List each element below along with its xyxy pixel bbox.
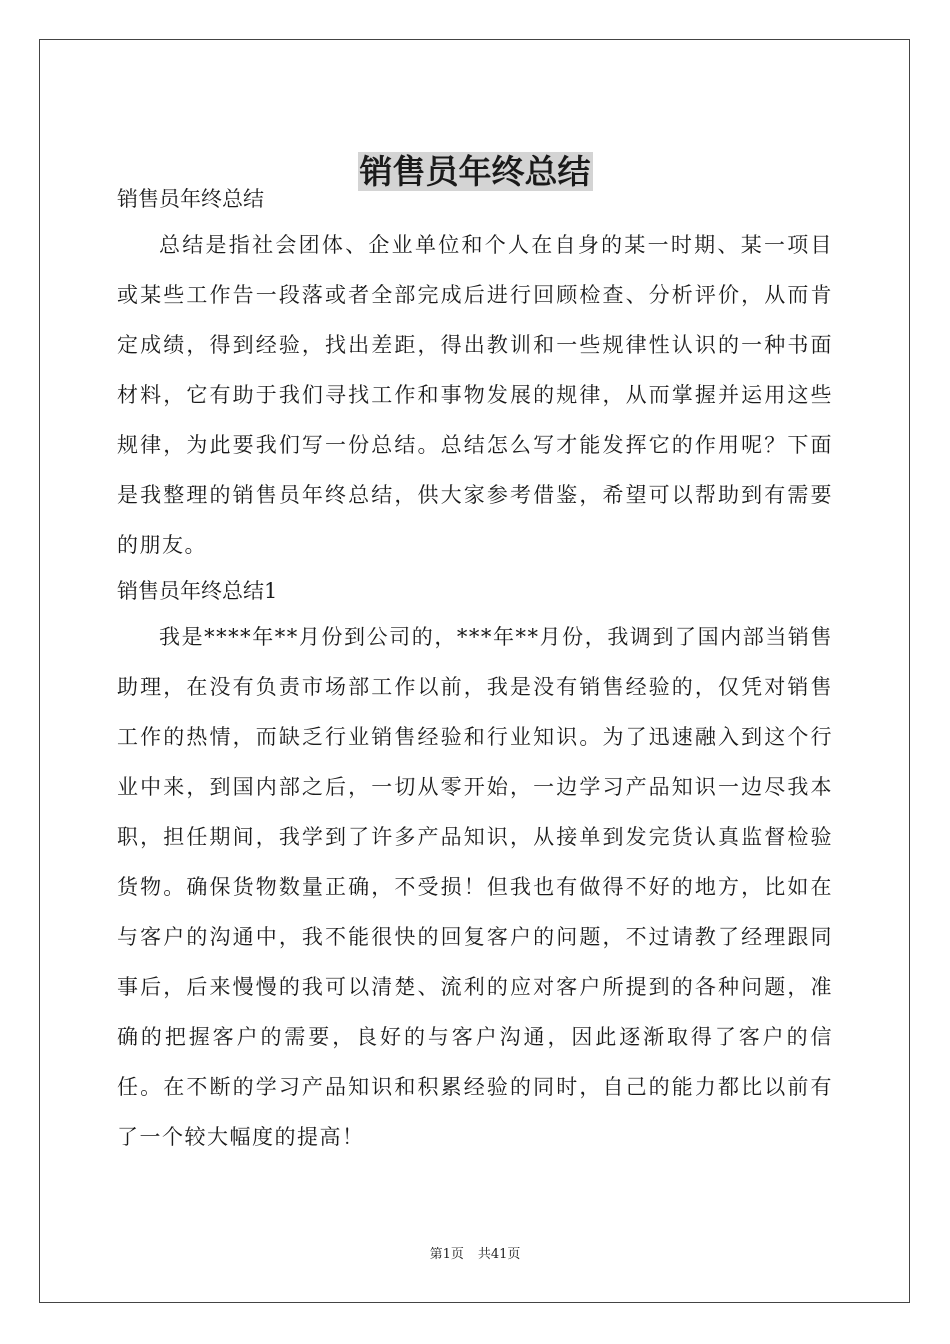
document-title-text: 销售员年终总结: [359, 152, 591, 192]
section-heading-intro: 销售员年终总结: [117, 187, 264, 211]
page-footer: [0, 1246, 950, 1264]
page-number-current: 第1页: [429, 1247, 464, 1262]
document-body: [117, 178, 833, 1162]
section-heading-1: 销售员年终总结1: [117, 579, 278, 603]
section-paragraph-1: 我是****年**月份到公司的，***年**月份，我调到了国内部当销售助理，在没有负责市场部工作以前，我是没有销售经验的，仅凭对销售工作的热情，而缺乏行业销售经验和行业知识。为了迅速融入到这个行业中来，到国内部之后，一切从零开始，一边学习产品知识一边尽我本职，担任期间，我学到了许多产品知识，从接单到发完货认真监督检验货物。确保货物数量正确，不受损！但我也有做得不好的地方，比如在与客户的沟通中，我不能很快的回复客户的问题，不过请教了经理跟同事后，后来慢慢的我可以清楚、流利的应对客户所提到的各种问题，准确的把握客户的需要，良好的与客户沟通，因此逐渐取得了客户的信任。在不断的学习产品知识和积累经验的同时，自己的能力都比以前有了一个较大幅度的提高！: [117, 625, 833, 1149]
page-number-total: 共41页: [477, 1247, 521, 1262]
section-paragraph-intro: 总结是指社会团体、企业单位和个人在自身的某一时期、某一项目或某些工作告一段落或者全部完成后进行回顾检查、分析评价，从而肯定成绩，得到经验，找出差距，得出教训和一些规律性认识的一种书面材料，它有助于我们寻找工作和事物发展的规律，从而掌握并运用这些规律，为此要我们写一份总结。总结怎么写才能发挥它的作用呢？下面是我整理的销售员年终总结，供大家参考借鉴，希望可以帮助到有需要的朋友。: [117, 233, 833, 557]
